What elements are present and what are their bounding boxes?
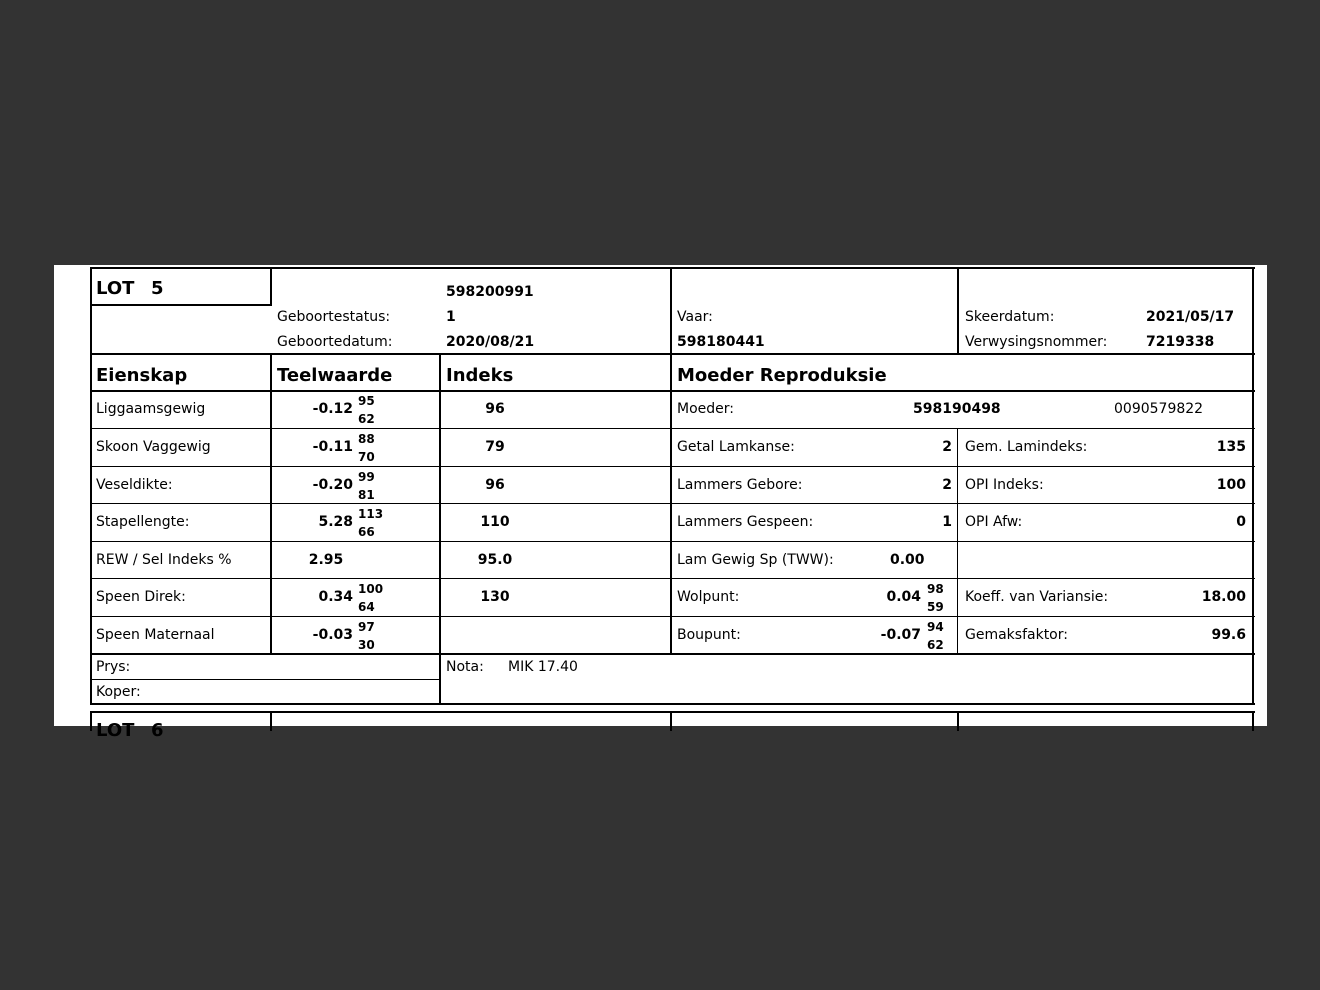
- mother-index-value: 100: [1216, 477, 1246, 493]
- mother-reproduction-heading: Moeder Reproduksie: [677, 365, 887, 386]
- trait-sub: 62: [358, 412, 375, 426]
- lot-label: LOT: [96, 278, 135, 299]
- mother-stat-value: 1: [942, 514, 952, 530]
- price-label: Prys:: [96, 659, 131, 675]
- report-page: [54, 265, 1267, 741]
- row-line: [90, 503, 1255, 504]
- buyer-label: Koper:: [96, 684, 141, 700]
- trait-sup: 113: [358, 507, 384, 521]
- sire-label: Vaar:: [677, 309, 713, 325]
- trait-value: 2.95: [308, 552, 344, 568]
- mother-stat-label: Wolpunt:: [677, 589, 740, 605]
- mother-stat-label: Lammers Gebore:: [677, 477, 803, 493]
- mother-extra-id: 0090579822: [1114, 401, 1204, 417]
- mother-stat-label: Lammers Gespeen:: [677, 514, 814, 530]
- trait-index: 95.0: [477, 552, 513, 568]
- trait-sup: 97: [358, 620, 375, 634]
- row-line: [90, 541, 1255, 542]
- mother-index-label: Gemaksfaktor:: [965, 627, 1068, 643]
- trait-sup: 95: [358, 394, 375, 408]
- trait-name: Stapellengte:: [96, 514, 190, 530]
- column-heading-bottom: [90, 390, 1255, 392]
- lot-sheet: [90, 267, 1255, 707]
- trait-column-heading: Eienskap: [96, 365, 188, 386]
- next-lot-label: LOT: [96, 720, 135, 741]
- next-lot-number: 6: [151, 720, 164, 741]
- mother-index-label: Gem. Lamindeks:: [965, 439, 1088, 455]
- animal-id: 598200991: [446, 284, 534, 300]
- reference-value: 7219338: [1146, 334, 1215, 350]
- trait-value: 5.28: [318, 514, 353, 530]
- birth-date-label: Geboortedatum:: [277, 334, 393, 350]
- header-divider-1: [670, 267, 672, 355]
- next-divider: [670, 711, 672, 731]
- mother-index-label: OPI Afw:: [965, 514, 1023, 530]
- sire-value: 598180441: [677, 334, 765, 350]
- trait-sub: 81: [358, 488, 375, 502]
- trait-value: -0.12: [312, 401, 353, 417]
- trait-sub: 30: [358, 638, 375, 652]
- mother-index-value: 18.00: [1201, 589, 1246, 605]
- next-border-top: [90, 711, 1255, 713]
- header-divider-2: [957, 267, 959, 355]
- mother-stat-sup: 98: [927, 582, 944, 596]
- trait-value: -0.11: [312, 439, 353, 455]
- note-label: Nota:: [446, 659, 484, 675]
- next-border-right: [1252, 711, 1254, 731]
- trait-index: 130: [480, 589, 510, 605]
- mother-stat-label: Lam Gewig Sp (TWW):: [677, 552, 834, 568]
- border-left: [90, 267, 92, 705]
- trait-sub: 70: [358, 450, 375, 464]
- mother-stat-sub: 59: [927, 600, 944, 614]
- birth-date-value: 2020/08/21: [446, 334, 535, 350]
- mother-index-value: 0: [1236, 514, 1246, 530]
- mother-stat-label: Getal Lamkanse:: [677, 439, 795, 455]
- birth-status-value: 1: [446, 309, 456, 325]
- next-border-left: [90, 711, 92, 731]
- footer-divider: [90, 679, 440, 680]
- mother-label: Moeder:: [677, 401, 734, 417]
- border-top: [90, 267, 1255, 269]
- mother-stat-value: 0.04: [886, 589, 921, 605]
- trait-sup: 100: [358, 582, 384, 596]
- next-divider: [270, 711, 272, 731]
- mother-stat-value: -0.07: [880, 627, 921, 643]
- trait-name: REW / Sel Indeks %: [96, 552, 232, 568]
- row-line: [90, 428, 1255, 429]
- trait-name: Speen Direk:: [96, 589, 186, 605]
- mother-index-value: 99.6: [1211, 627, 1246, 643]
- lot-box-bottom: [90, 304, 272, 306]
- trait-value: -0.20: [312, 477, 353, 493]
- mother-index-label: OPI Indeks:: [965, 477, 1044, 493]
- row-line: [90, 578, 1255, 579]
- reference-label: Verwysingsnommer:: [965, 334, 1108, 350]
- trait-sub: 64: [358, 600, 375, 614]
- next-lot-sheet: [90, 711, 1255, 741]
- grid-vline-1: [270, 353, 272, 655]
- trait-name: Veseldikte:: [96, 477, 173, 493]
- header-bottom: [90, 353, 1255, 355]
- trait-index: 96: [485, 401, 505, 417]
- row-line: [90, 466, 1255, 467]
- lot-box-right: [270, 267, 272, 306]
- lot-number: 5: [151, 278, 164, 299]
- shear-date-value: 2021/05/17: [1146, 309, 1235, 325]
- mother-id: 598190498: [913, 401, 1001, 417]
- mother-stat-sup: 94: [927, 620, 944, 634]
- mother-stat-value: 2: [942, 439, 952, 455]
- breeding-value-column-heading: Teelwaarde: [277, 365, 393, 386]
- grid-vline-3: [670, 353, 672, 655]
- trait-index: 79: [485, 439, 505, 455]
- trait-index: 110: [480, 514, 510, 530]
- trait-value: -0.03: [312, 627, 353, 643]
- mother-stat-value: 0.00: [890, 552, 925, 568]
- border-right: [1252, 267, 1254, 705]
- trait-sup: 99: [358, 470, 375, 484]
- birth-status-label: Geboortestatus:: [277, 309, 391, 325]
- mother-stat-value: 2: [942, 477, 952, 493]
- trait-sup: 88: [358, 432, 375, 446]
- trait-sub: 66: [358, 525, 375, 539]
- trait-index: 96: [485, 477, 505, 493]
- next-divider: [957, 711, 959, 731]
- border-bottom: [90, 703, 1255, 705]
- index-column-heading: Indeks: [446, 365, 514, 386]
- mother-index-label: Koeff. van Variansie:: [965, 589, 1109, 605]
- trait-name: Skoon Vaggewig: [96, 439, 211, 455]
- note-value: MIK 17.40: [508, 659, 578, 675]
- row-line: [90, 616, 1255, 617]
- mother-stat-label: Boupunt:: [677, 627, 741, 643]
- shear-date-label: Skeerdatum:: [965, 309, 1055, 325]
- trait-value: 0.34: [318, 589, 353, 605]
- body-bottom: [90, 653, 1255, 655]
- mother-index-value: 135: [1216, 439, 1246, 455]
- mother-stat-sub: 62: [927, 638, 944, 652]
- trait-name: Liggaamsgewig: [96, 401, 206, 417]
- trait-name: Speen Maternaal: [96, 627, 215, 643]
